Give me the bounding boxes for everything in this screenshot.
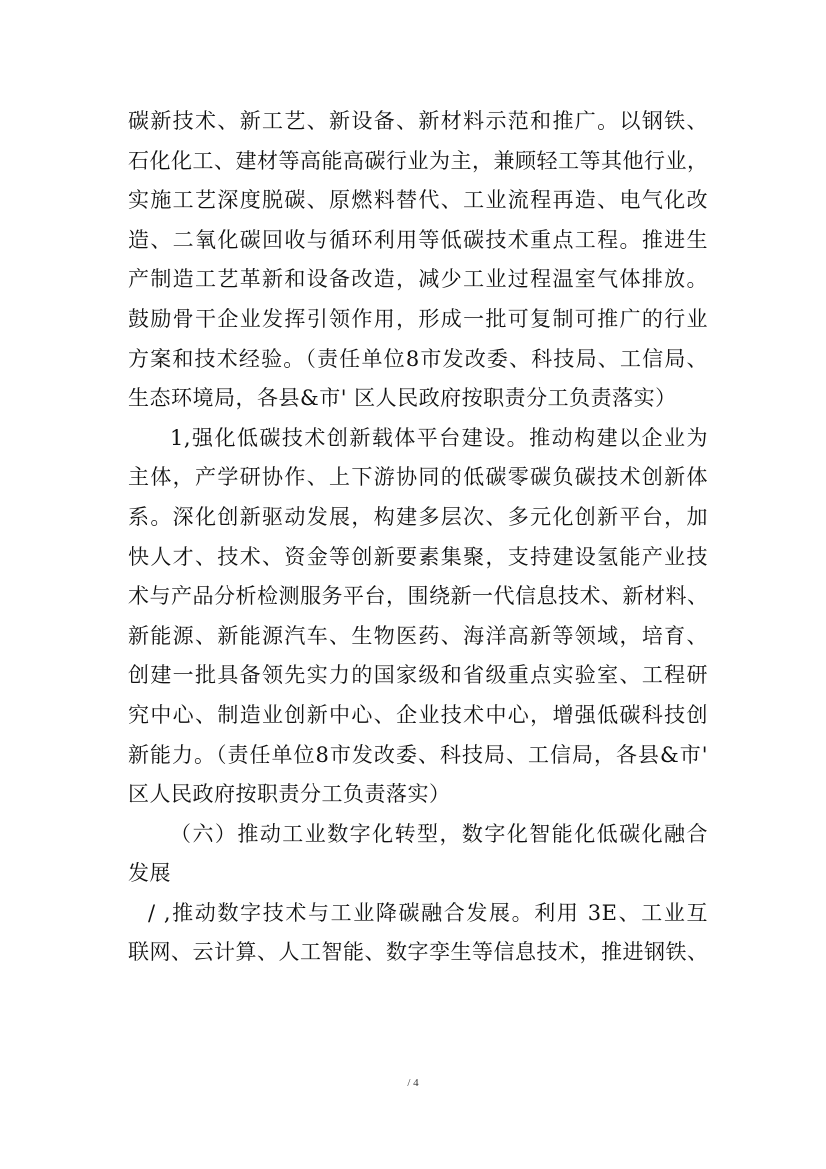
text-line: 快人才、技术、资金等创新要素集聚，支持建设氢能产业技 [128,544,708,569]
text-line: 产制造工艺革新和设备改造，减少工业过程温室气体排放。 [128,267,708,292]
text-line: 新能力。（责任单位8市发改委、科技局、工信局，各县&市' [128,742,708,767]
paragraph-first-line: 1,强化低碳技术创新载体平台建设。推动构建以企业为 [170,425,708,450]
text-line: 造、二氧化碳回收与循环利用等低碳技术重点工程。推进生 [128,227,708,252]
text-line: 联网、云计算、人工智能、数字孪生等信息技术，推进钢铁、 [128,940,709,965]
text-line: 鼓励骨干企业发挥引领作用，形成一批可复制可推广的行业 [128,306,708,331]
text-line: 区人民政府按职责分工负责落实） [128,782,451,807]
section-heading: （六）推动工业数字化转型，数字化智能化低碳化融合 [170,821,708,846]
text-line: 术与产品分析检测服务平台，围绕新一代信息技术、新材料、 [128,584,709,609]
paragraph-first-line: / ,推动数字技术与工业降碳融合发展。利用 3E、工业互 [148,900,708,925]
text-line: 生态环境局，各县&市' 区人民政府按职责分工负责落实） [128,386,677,411]
text-line: 主体，产学研协作、上下游协同的低碳零碳负碳技术创新体 [128,465,708,490]
text-line: 系。深化创新驱动发展，构建多层次、多元化创新平台，加 [128,504,708,529]
text-line: 碳新技术、新工艺、新设备、新材料示范和推广。以钢铁、 [128,109,708,133]
text-line: 究中心、制造业创新中心、企业技术中心，增强低碳科技创 [128,702,708,727]
text-line: 实施工艺深度脱碳、原燃料替代、工业流程再造、电气化改 [128,188,708,213]
text-line: 新能源、新能源汽车、生物医药、海洋高新等领域，培育、 [128,623,708,648]
text-line: 创建一批具备领先实力的国家级和省级重点实验室、工程研 [128,663,708,688]
text-line: 方案和技术经验。（责任单位8市发改委、科技局、工信局、 [128,346,708,371]
body-text [128,102,708,973]
page-number: / 4 [407,1077,419,1089]
text-line: 石化化工、建材等高能高碳行业为主，兼顾轻工等其他行业， [128,148,709,173]
section-heading-continuation: 发展 [128,861,171,886]
